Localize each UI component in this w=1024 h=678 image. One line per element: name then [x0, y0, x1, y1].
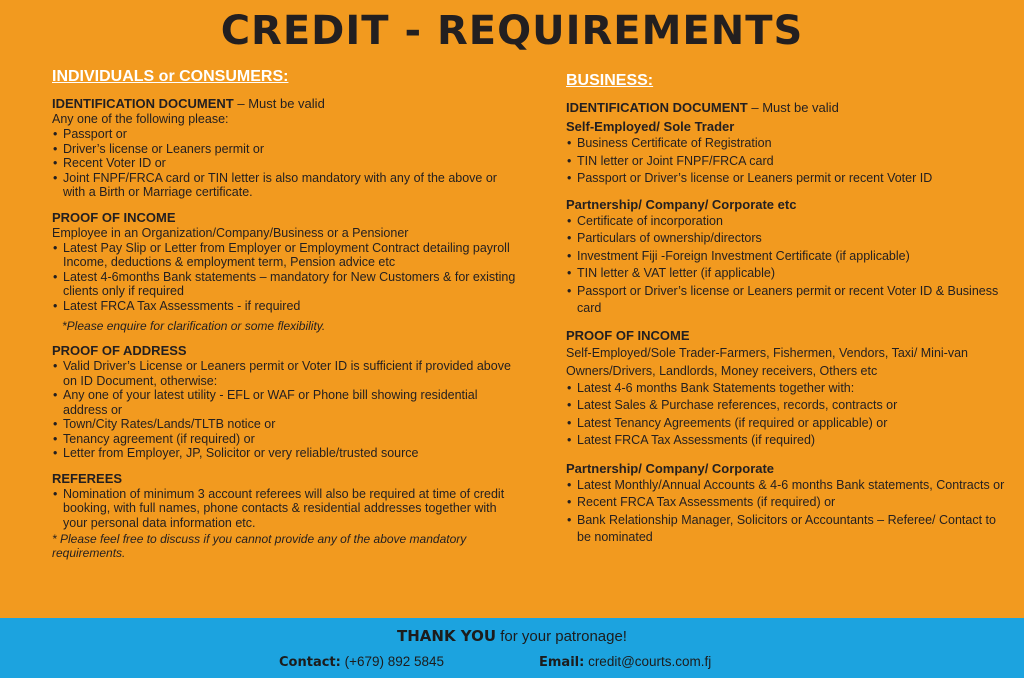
list-item: • Recent FRCA Tax Assessments (if required) or: [566, 494, 1006, 512]
contact-value: (+679) 892 5845: [340, 654, 445, 669]
thank-you-rest: for your patronage!: [496, 628, 627, 645]
list-item: • Joint FNPF/FRCA card or TIN letter is also mandatory with any of the above or with a Birth or Marriage certificate.: [52, 171, 522, 200]
business-sole-title: Self-Employed/ Sole Trader: [566, 119, 735, 134]
individuals-income-section: [52, 210, 522, 334]
page-title: CREDIT - REQUIREMENTS: [220, 8, 804, 54]
list-item: • Particulars of ownership/directors: [566, 230, 1006, 248]
list-item: • Business Certificate of Registration: [566, 135, 1006, 153]
business-income-section: [566, 328, 1006, 450]
contact-email: [539, 654, 711, 670]
business-income-title: PROOF OF INCOME: [566, 327, 690, 343]
individuals-heading: INDIVIDUALS or CONSUMERS:: [52, 68, 289, 85]
list-item: • Driver’s license or Leaners permit or: [52, 142, 522, 157]
list-item: • Any one of your latest utility - EFL or WAF or Phone bill showing residential address or: [52, 388, 522, 417]
email-value: credit@courts.com.fj: [584, 654, 712, 669]
business-id-title-note: – Must be valid: [747, 100, 839, 115]
business-income-intro: Self-Employed/Sole Trader-Farmers, Fishermen, Vendors, Taxi/ Mini-van Owners/Drivers, Landlords, Money receivers, Others etc: [566, 345, 969, 378]
business-corp-list: [566, 213, 1006, 318]
individuals-referees-section: [52, 471, 522, 561]
list-item: • Bank Relationship Manager, Solicitors or Accountants – Referee/ Contact to be nominated: [566, 512, 1006, 547]
footer-banner: [0, 618, 1024, 678]
list-item: • Latest Sales & Purchase references, records, contracts or: [566, 397, 1006, 415]
business-id-section: [566, 100, 1006, 318]
individuals-id-title: IDENTIFICATION DOCUMENT: [52, 96, 234, 111]
list-item: • Passport or: [52, 127, 522, 142]
section-title: [566, 100, 1006, 116]
individuals-address-title: PROOF OF ADDRESS: [52, 343, 187, 358]
business-sole-list: [566, 135, 1006, 188]
list-item: • Letter from Employer, JP, Solicitor or very reliable/trusted source: [52, 446, 522, 461]
business-column: [566, 72, 1006, 557]
list-item: • Recent Voter ID or: [52, 156, 522, 171]
individuals-income-list: [52, 241, 522, 314]
list-item: • Certificate of incorporation: [566, 213, 1006, 231]
business-corporate-section: [566, 460, 1006, 547]
individuals-referees-note: * Please feel free to discuss if you cannot provide any of the above mandatory requirements.: [52, 532, 467, 560]
thank-you-bold: THANK YOU: [397, 627, 497, 645]
individuals-column: [52, 68, 522, 570]
business-corp-title: Partnership/ Company/ Corporate etc: [566, 196, 797, 212]
individuals-income-note: *Please enquire for clarification or some flexibility.: [62, 319, 326, 333]
list-item: • Latest FRCA Tax Assessments - if required: [52, 299, 522, 314]
business-heading: BUSINESS:: [566, 72, 654, 89]
individuals-income-intro: Employee in an Organization/Company/Business or a Pensioner: [52, 225, 409, 240]
list-item: • Latest Monthly/Annual Accounts & 4-6 months Bank statements, Contracts or: [566, 477, 1006, 495]
section-title: [52, 96, 522, 112]
individuals-referees-title: REFEREES: [52, 470, 123, 486]
list-item: • Nomination of minimum 3 account referees will also be required at time of credit booking, with full names, phone contacts & residential addresses together with your personal data information etc.: [52, 487, 522, 531]
list-item: • Latest Pay Slip or Letter from Employer or Employment Contract detailing payroll Income, deductions & employment term, Pension advice etc: [52, 241, 522, 270]
email-label: Email:: [539, 655, 585, 670]
individuals-address-section: [52, 343, 522, 461]
list-item: • Tenancy agreement (if required) or: [52, 432, 522, 447]
individuals-id-intro: Any one of the following please:: [52, 112, 229, 126]
list-item: • Investment Fiji -Foreign Investment Certificate (if applicable): [566, 248, 1006, 266]
list-item: • TIN letter or Joint FNPF/FRCA card: [566, 153, 1006, 171]
individuals-address-list: [52, 359, 522, 461]
list-item: • Valid Driver’s License or Leaners permit or Voter ID is sufficient if provided above on ID Document, otherwise:: [52, 359, 522, 388]
list-item: • Passport or Driver’s license or Leaners permit or recent Voter ID: [566, 170, 1006, 188]
list-item: • Town/City Rates/Lands/TLTB notice or: [52, 417, 522, 432]
individuals-id-list: [52, 127, 522, 200]
list-item: • TIN letter & VAT letter (if applicable): [566, 265, 1006, 283]
list-item: • Latest 4-6 months Bank Statements together with:: [566, 380, 1006, 398]
business-corporate-list: [566, 477, 1006, 547]
list-item: • Latest Tenancy Agreements (if required or applicable) or: [566, 415, 1006, 433]
contact-label: Contact:: [279, 655, 341, 670]
thank-you-line: [0, 627, 1024, 645]
individuals-id-section: [52, 96, 522, 200]
list-item: • Latest 4-6months Bank statements – mandatory for New Customers & for existing clients only if required: [52, 270, 522, 299]
individuals-income-title: PROOF OF INCOME: [52, 209, 176, 225]
individuals-id-title-note: – Must be valid: [233, 96, 325, 111]
list-item: • Passport or Driver’s license or Leaners permit or recent Voter ID & Business card: [566, 283, 1006, 318]
business-id-title: IDENTIFICATION DOCUMENT: [566, 100, 748, 115]
list-item: • Latest FRCA Tax Assessments (if required): [566, 432, 1006, 450]
business-income-list: [566, 380, 1006, 450]
individuals-referees-list: [52, 487, 522, 531]
contact-phone: [279, 654, 444, 670]
business-corporate-title: Partnership/ Company/ Corporate: [566, 460, 775, 476]
